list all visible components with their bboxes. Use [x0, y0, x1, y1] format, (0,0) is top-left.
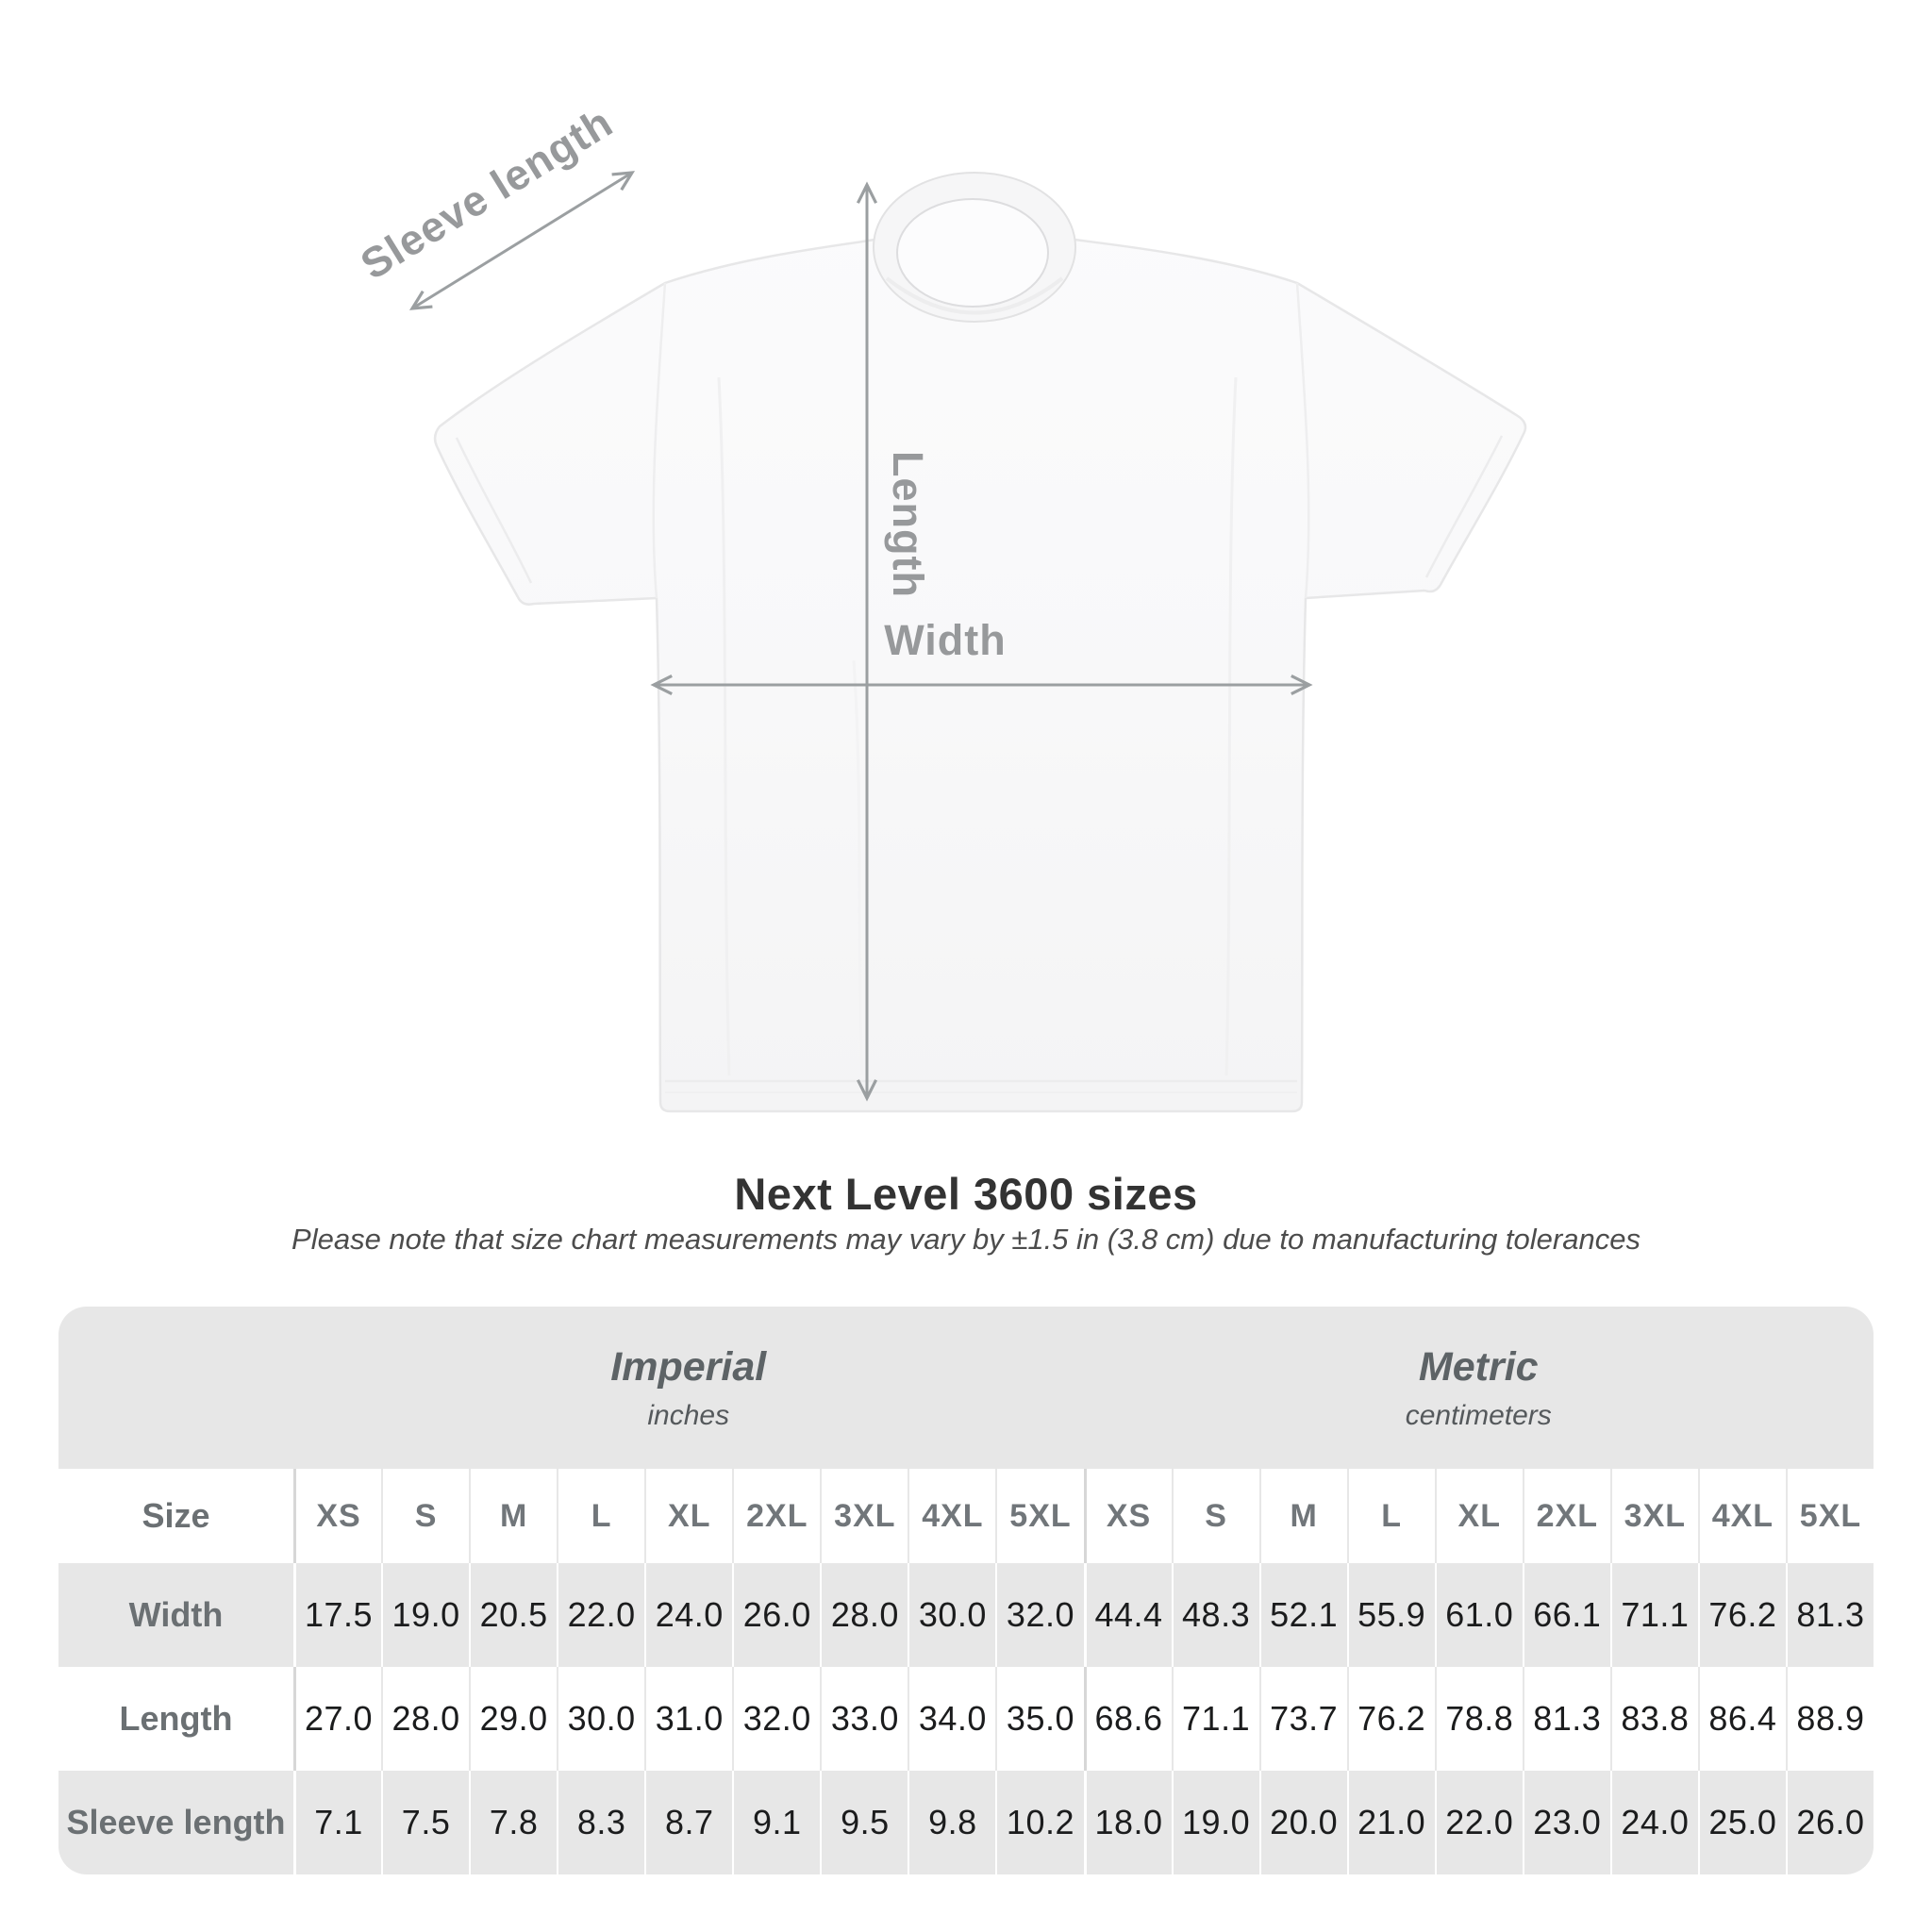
table-cell-imperial-xs: 27.0: [293, 1667, 381, 1771]
unit-group-title: Metric: [1418, 1343, 1539, 1390]
length-label: Length: [884, 451, 932, 598]
table-cell-metric-xl: 61.0: [1435, 1563, 1523, 1667]
size-col-imperial-4xl: 4XL: [908, 1469, 995, 1563]
size-col-imperial-s: S: [381, 1469, 469, 1563]
unit-group-title: Imperial: [610, 1343, 767, 1390]
table-cell-metric-5xl: 81.3: [1786, 1563, 1874, 1667]
unit-group-imperial: [293, 1307, 1084, 1469]
table-cell-metric-3xl: 71.1: [1610, 1563, 1698, 1667]
size-col-imperial-m: M: [469, 1469, 557, 1563]
size-col-imperial-l: L: [557, 1469, 644, 1563]
table-cell-metric-s: 19.0: [1172, 1771, 1259, 1874]
table-cell-imperial-l: 8.3: [557, 1771, 644, 1874]
size-col-metric-3xl: 3XL: [1610, 1469, 1698, 1563]
row-label-sleeve-length: Sleeve length: [58, 1771, 293, 1874]
table-cell-imperial-s: 28.0: [381, 1667, 469, 1771]
size-table: [58, 1307, 1874, 1874]
page-title: Next Level 3600 sizes: [734, 1169, 1198, 1219]
table-cell-imperial-3xl: 28.0: [820, 1563, 908, 1667]
table-cell-imperial-3xl: 9.5: [820, 1771, 908, 1874]
table-cell-metric-xs: 68.6: [1084, 1667, 1172, 1771]
table-cell-metric-4xl: 76.2: [1698, 1563, 1786, 1667]
table-cell-imperial-xl: 24.0: [644, 1563, 732, 1667]
unit-group-unit: inches: [647, 1399, 730, 1431]
table-cell-metric-2xl: 81.3: [1523, 1667, 1610, 1771]
collar-inner: [897, 199, 1048, 307]
table-cell-metric-s: 71.1: [1172, 1667, 1259, 1771]
table-cell-metric-xs: 18.0: [1084, 1771, 1172, 1874]
table-cell-metric-m: 73.7: [1259, 1667, 1347, 1771]
table-cell-imperial-4xl: 34.0: [908, 1667, 995, 1771]
table-cell-metric-m: 52.1: [1259, 1563, 1347, 1667]
table-cell-imperial-l: 30.0: [557, 1667, 644, 1771]
size-col-imperial-5xl: 5XL: [995, 1469, 1083, 1563]
table-cell-imperial-m: 20.5: [469, 1563, 557, 1667]
size-col-metric-5xl: 5XL: [1786, 1469, 1874, 1563]
size-col-metric-2xl: 2XL: [1523, 1469, 1610, 1563]
table-cell-metric-2xl: 23.0: [1523, 1771, 1610, 1874]
table-cell-imperial-s: 19.0: [381, 1563, 469, 1667]
table-cell-imperial-s: 7.5: [381, 1771, 469, 1874]
table-cell-imperial-2xl: 9.1: [732, 1771, 820, 1874]
size-col-metric-xs: XS: [1084, 1469, 1172, 1563]
unit-group-metric: [1084, 1307, 1874, 1469]
size-col-metric-m: M: [1259, 1469, 1347, 1563]
size-col-metric-s: S: [1172, 1469, 1259, 1563]
table-cell-metric-4xl: 25.0: [1698, 1771, 1786, 1874]
table-cell-imperial-m: 29.0: [469, 1667, 557, 1771]
size-col-imperial-3xl: 3XL: [820, 1469, 908, 1563]
size-col-metric-l: L: [1347, 1469, 1435, 1563]
table-cell-imperial-5xl: 35.0: [995, 1667, 1083, 1771]
sleeve-length-label: Sleeve length: [352, 97, 622, 290]
table-cell-metric-2xl: 66.1: [1523, 1563, 1610, 1667]
table-cell-metric-l: 55.9: [1347, 1563, 1435, 1667]
table-cell-metric-xl: 22.0: [1435, 1771, 1523, 1874]
table-cell-imperial-2xl: 26.0: [732, 1563, 820, 1667]
table-cell-metric-5xl: 88.9: [1786, 1667, 1874, 1771]
table-cell-metric-3xl: 24.0: [1610, 1771, 1698, 1874]
band-spacer: [58, 1307, 293, 1469]
row-label-width: Width: [58, 1563, 293, 1667]
row-label-length: Length: [58, 1667, 293, 1771]
table-cell-imperial-m: 7.8: [469, 1771, 557, 1874]
size-col-imperial-2xl: 2XL: [732, 1469, 820, 1563]
table-cell-metric-s: 48.3: [1172, 1563, 1259, 1667]
size-col-metric-xl: XL: [1435, 1469, 1523, 1563]
table-cell-metric-xl: 78.8: [1435, 1667, 1523, 1771]
table-cell-imperial-xl: 8.7: [644, 1771, 732, 1874]
table-cell-metric-m: 20.0: [1259, 1771, 1347, 1874]
table-cell-imperial-4xl: 9.8: [908, 1771, 995, 1874]
table-cell-imperial-4xl: 30.0: [908, 1563, 995, 1667]
table-cell-imperial-xl: 31.0: [644, 1667, 732, 1771]
table-cell-metric-xs: 44.4: [1084, 1563, 1172, 1667]
table-cell-metric-l: 76.2: [1347, 1667, 1435, 1771]
size-header: Size: [58, 1469, 293, 1563]
table-cell-imperial-xs: 17.5: [293, 1563, 381, 1667]
size-col-imperial-xs: XS: [293, 1469, 381, 1563]
table-cell-metric-3xl: 83.8: [1610, 1667, 1698, 1771]
unit-group-unit: centimeters: [1405, 1399, 1552, 1431]
tolerance-note: Please note that size chart measurements may vary by ±1.5 in (3.8 cm) due to manufacturing tolerances: [291, 1223, 1641, 1256]
table-cell-imperial-2xl: 32.0: [732, 1667, 820, 1771]
table-cell-metric-4xl: 86.4: [1698, 1667, 1786, 1771]
table-cell-metric-l: 21.0: [1347, 1771, 1435, 1874]
size-col-metric-4xl: 4XL: [1698, 1469, 1786, 1563]
table-cell-imperial-l: 22.0: [557, 1563, 644, 1667]
table-cell-imperial-5xl: 10.2: [995, 1771, 1083, 1874]
table-cell-imperial-3xl: 33.0: [820, 1667, 908, 1771]
table-cell-imperial-5xl: 32.0: [995, 1563, 1083, 1667]
width-label: Width: [884, 616, 1007, 664]
table-cell-imperial-xs: 7.1: [293, 1771, 381, 1874]
size-col-imperial-xl: XL: [644, 1469, 732, 1563]
table-cell-metric-5xl: 26.0: [1786, 1771, 1874, 1874]
